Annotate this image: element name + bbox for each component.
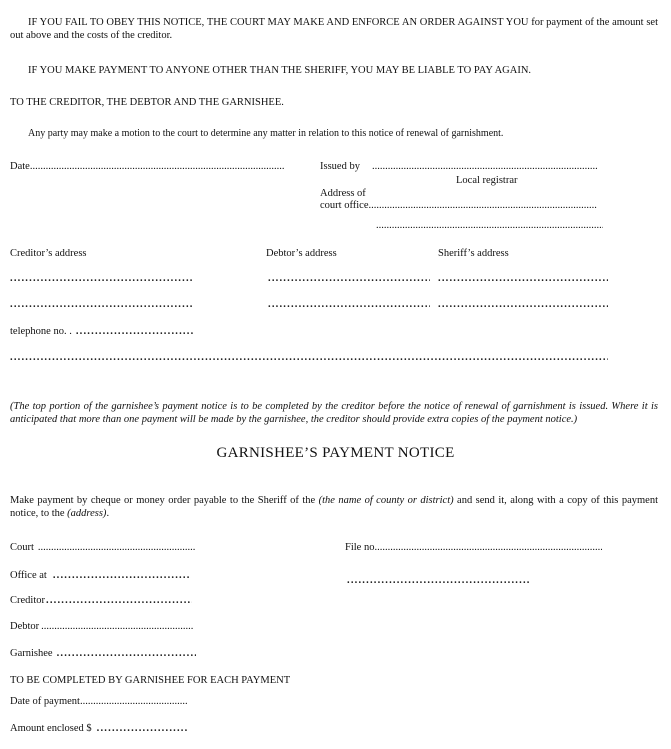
fail-to-obey-notice — [10, 17, 658, 42]
file-no-label: File no. — [345, 542, 378, 553]
office-at-field[interactable] — [53, 569, 191, 582]
date-of-payment-label: Date of payment — [10, 696, 80, 707]
address-row-2 — [10, 298, 194, 311]
file-no-field[interactable] — [377, 541, 602, 554]
intro-text-b: and send it, along with a copy of this payment notice, to the — [10, 495, 658, 519]
creditor-line — [10, 594, 192, 607]
intro-county: (the name of county or district) — [318, 495, 454, 506]
full-width-field[interactable] — [10, 351, 608, 364]
garnishee-completion-heading: TO BE COMPLETED BY GARNISHEE FOR EACH PAYMENT — [10, 675, 291, 686]
garnishee-field[interactable] — [57, 647, 196, 660]
garnishee-label: Garnishee — [10, 648, 53, 659]
amount-enclosed-label: Amount enclosed $ — [10, 723, 92, 734]
date-label: Date — [10, 161, 30, 172]
motion-note: Any party may make a motion to the court to determine any matter in relation to this notice of renewal of garnishment. — [28, 128, 504, 139]
payment-intro — [10, 495, 658, 520]
garnishee-line — [10, 647, 196, 660]
date-field[interactable] — [30, 160, 285, 173]
creditor-label: Creditor — [10, 595, 45, 606]
sheriff-address-row-2 — [438, 298, 608, 311]
court-office-line — [320, 199, 597, 212]
court-office-field-2[interactable] — [376, 219, 603, 232]
court-line — [10, 541, 195, 554]
intro-end: . — [106, 507, 110, 519]
date-line — [10, 160, 285, 173]
address-row-1 — [10, 272, 194, 285]
fail-to-obey-rest: for payment of the amount set out above and the costs of the creditor. — [10, 17, 658, 41]
date-of-payment-field[interactable] — [80, 695, 188, 708]
addressees: TO THE CREDITOR, THE DEBTOR AND THE GARNISHEE. — [10, 97, 284, 108]
sheriff-address-field-2[interactable] — [438, 298, 608, 311]
creditor-address-label: Creditor’s address — [10, 248, 87, 259]
court-field[interactable] — [38, 541, 195, 554]
debtor-address-field[interactable] — [268, 272, 430, 285]
creditor-address-field-2[interactable] — [10, 298, 194, 311]
debtor-address-row-2 — [268, 298, 430, 311]
telephone-label: telephone no. . — [10, 326, 72, 337]
date-of-payment-line — [10, 695, 188, 708]
creditor-field[interactable] — [46, 594, 192, 607]
office-at-line — [10, 569, 191, 582]
court-office-field[interactable] — [369, 199, 597, 212]
payment-notice-title: GARNISHEE’S PAYMENT NOTICE — [216, 445, 455, 461]
court-office-label: court office — [320, 200, 369, 211]
court-office-line-2 — [376, 219, 603, 232]
issued-by-label: Issued by — [320, 161, 360, 172]
address-of-label: Address of — [320, 188, 366, 199]
instruction-paragraph: (The top portion of the garnishee’s payment notice is to be completed by the creditor before the notice of renewal of garnishment is issued. Where it is anticipated that more than one payment will be made by the garnishee, the creditor should provide extra copies of the payment notice.) — [10, 401, 658, 425]
office-at-field-2[interactable] — [347, 574, 529, 587]
issued-by-line — [320, 160, 597, 173]
full-width-line — [10, 351, 608, 364]
creditor-address-field[interactable] — [10, 272, 194, 285]
debtor-address-label: Debtor’s address — [266, 248, 337, 259]
amount-enclosed-line — [10, 722, 189, 735]
telephone-line — [10, 325, 194, 338]
sheriff-address-row-1 — [438, 272, 608, 285]
intro-address: (address) — [67, 507, 107, 519]
sheriff-address-label: Sheriff’s address — [438, 248, 509, 259]
court-label: Court — [10, 542, 34, 553]
telephone-field[interactable] — [76, 325, 194, 338]
file-no-line — [345, 541, 602, 554]
fail-to-obey-caps: IF YOU FAIL TO OBEY THIS NOTICE, THE COURT MAY MAKE AND ENFORCE AN ORDER AGAINST YOU — [28, 17, 529, 28]
debtor-field[interactable] — [41, 620, 194, 633]
local-registrar-label: Local registrar — [456, 175, 518, 186]
debtor-label: Debtor — [10, 621, 40, 632]
sheriff-address-field[interactable] — [438, 272, 608, 285]
amount-enclosed-field[interactable] — [97, 722, 189, 735]
debtor-address-row-1 — [268, 272, 430, 285]
payment-warning: IF YOU MAKE PAYMENT TO ANYONE OTHER THAN THE SHERIFF, YOU MAY BE LIABLE TO PAY AGAIN. — [28, 65, 532, 76]
debtor-line — [10, 620, 194, 633]
intro-text-a: Make payment by cheque or money order payable to the Sheriff of the — [10, 495, 319, 506]
debtor-address-field-2[interactable] — [268, 298, 430, 311]
office-at-label: Office at — [10, 570, 47, 581]
office-at-line-2 — [347, 574, 529, 587]
issued-by-field[interactable] — [372, 160, 597, 173]
